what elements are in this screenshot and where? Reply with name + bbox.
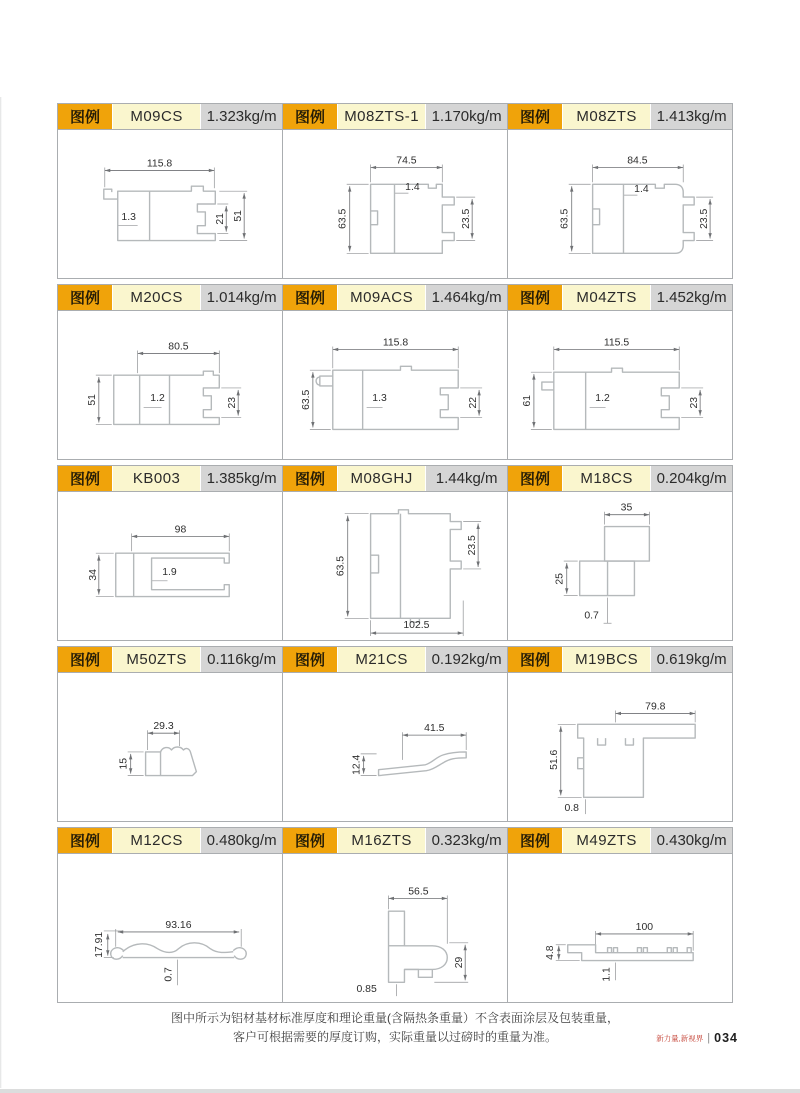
svg-text:1.9: 1.9	[162, 566, 177, 578]
profile-code: M09CS	[113, 104, 200, 129]
profile-weight: 0.619kg/m	[651, 647, 732, 672]
profile-weight: 1.464kg/m	[426, 285, 507, 310]
svg-text:1.4: 1.4	[405, 182, 420, 194]
svg-text:1.4: 1.4	[634, 184, 649, 196]
profile-weight: 1.014kg/m	[201, 285, 282, 310]
profile-grid	[57, 103, 733, 1003]
footer-note-line1: 图中所示为铝材基材标准厚度和理论重量(含隔热条重量）不含表面涂层及包装重量，	[171, 1011, 619, 1025]
svg-text:1.3: 1.3	[121, 211, 136, 223]
profile-cell	[282, 647, 507, 821]
legend-header: 图例	[508, 828, 562, 853]
profile-code: M50ZTS	[113, 647, 200, 672]
svg-text:0.85: 0.85	[356, 984, 377, 996]
profile-code: M08GHJ	[338, 466, 425, 491]
cell-header	[508, 828, 732, 854]
svg-text:115.5: 115.5	[603, 337, 630, 349]
svg-text:51.6: 51.6	[548, 749, 560, 770]
svg-text:29: 29	[454, 956, 466, 969]
profile-weight: 0.430kg/m	[651, 828, 732, 853]
profile-drawing	[283, 492, 507, 640]
cell-header	[58, 828, 282, 854]
legend-header: 图例	[58, 828, 112, 853]
profile-drawing	[283, 854, 507, 1002]
svg-text:74.5: 74.5	[396, 155, 417, 167]
svg-text:17.91: 17.91	[93, 931, 105, 958]
profile-drawing	[283, 673, 507, 821]
profile-row	[57, 827, 733, 1003]
profile-drawing	[508, 854, 732, 1002]
svg-text:4.8: 4.8	[544, 945, 556, 960]
cell-header	[283, 285, 507, 311]
profile-drawing-area	[283, 311, 507, 459]
svg-text:0.7: 0.7	[163, 967, 175, 982]
profile-code: M49ZTS	[563, 828, 650, 853]
profile-cell	[507, 828, 732, 1002]
profile-code: M18CS	[563, 466, 650, 491]
legend-header: 图例	[283, 647, 337, 672]
profile-drawing-area	[58, 854, 282, 1002]
svg-text:23.5: 23.5	[461, 208, 473, 229]
profile-weight: 1.170kg/m	[426, 104, 507, 129]
profile-cell	[507, 647, 732, 821]
svg-text:115.8: 115.8	[146, 158, 173, 170]
profile-code: M09ACS	[338, 285, 425, 310]
svg-text:98: 98	[174, 524, 187, 536]
cell-header	[283, 104, 507, 130]
profile-drawing	[58, 673, 282, 821]
cell-header	[508, 647, 732, 673]
profile-weight: 0.192kg/m	[426, 647, 507, 672]
svg-text:25: 25	[554, 573, 566, 585]
profile-drawing-area	[508, 130, 732, 278]
profile-drawing	[58, 492, 282, 640]
profile-weight: 1.452kg/m	[651, 285, 732, 310]
cell-header	[58, 647, 282, 673]
svg-text:51: 51	[86, 394, 98, 406]
profile-drawing	[508, 130, 732, 278]
profile-cell	[282, 466, 507, 640]
legend-header: 图例	[508, 104, 562, 129]
svg-text:1.1: 1.1	[601, 967, 613, 982]
svg-text:35: 35	[620, 502, 633, 514]
svg-text:93.16: 93.16	[165, 920, 192, 931]
profile-weight: 0.480kg/m	[201, 828, 282, 853]
svg-text:23: 23	[227, 397, 239, 409]
profile-cell	[282, 828, 507, 1002]
profile-drawing	[283, 130, 507, 278]
legend-header: 图例	[508, 647, 562, 672]
profile-cell	[507, 285, 732, 459]
footer-divider: |	[707, 1032, 711, 1044]
svg-text:23.5: 23.5	[467, 535, 479, 556]
profile-drawing-area	[283, 673, 507, 821]
profile-drawing	[508, 673, 732, 821]
svg-text:100: 100	[635, 922, 654, 933]
svg-text:115.8: 115.8	[382, 337, 409, 349]
legend-header: 图例	[283, 285, 337, 310]
svg-text:63.5: 63.5	[300, 389, 312, 410]
brand-slogan: 新力量,新视界	[656, 1033, 704, 1043]
svg-text:0.7: 0.7	[584, 610, 599, 622]
legend-header: 图例	[283, 104, 337, 129]
profile-drawing-area	[58, 492, 282, 640]
legend-header: 图例	[283, 828, 337, 853]
profile-cell	[58, 828, 282, 1002]
svg-text:63.5: 63.5	[335, 555, 347, 577]
profile-cell	[507, 104, 732, 278]
svg-text:56.5: 56.5	[408, 886, 429, 898]
svg-text:63.5: 63.5	[337, 208, 349, 229]
profile-cell	[58, 647, 282, 821]
profile-code: M16ZTS	[338, 828, 425, 853]
profile-weight: 1.413kg/m	[651, 104, 732, 129]
svg-text:84.5: 84.5	[627, 155, 648, 167]
svg-text:102.5: 102.5	[403, 620, 430, 632]
legend-header: 图例	[58, 285, 112, 310]
profile-cell	[282, 285, 507, 459]
cell-header	[58, 285, 282, 311]
svg-text:34: 34	[87, 569, 99, 581]
page-edge-shadow	[0, 1089, 800, 1093]
profile-code: M08ZTS	[563, 104, 650, 129]
footer-note-line2: 客户可根据需要的厚度订购，实际重量以过磅时的重量为准。	[232, 1029, 557, 1044]
profile-drawing-area	[283, 130, 507, 278]
footer-note	[57, 1009, 733, 1046]
svg-text:23: 23	[689, 397, 701, 409]
profile-cell	[58, 466, 282, 640]
profile-drawing	[508, 492, 732, 640]
cell-header	[58, 104, 282, 130]
page-curl-left	[0, 97, 2, 1088]
profile-cell	[58, 104, 282, 278]
profile-weight: 0.204kg/m	[651, 466, 732, 491]
profile-code: M04ZTS	[563, 285, 650, 310]
profile-drawing-area	[508, 492, 732, 640]
legend-header: 图例	[283, 466, 337, 491]
svg-text:1.2: 1.2	[150, 392, 165, 404]
profile-code: M12CS	[113, 828, 200, 853]
profile-code: M08ZTS-1	[338, 104, 425, 129]
svg-text:51: 51	[233, 210, 245, 222]
legend-header: 图例	[508, 285, 562, 310]
profile-drawing-area	[58, 673, 282, 821]
profile-drawing	[58, 854, 282, 1002]
profile-row	[57, 465, 733, 641]
profile-row	[57, 646, 733, 822]
profile-cell	[58, 285, 282, 459]
svg-text:41.5: 41.5	[424, 723, 445, 735]
profile-drawing-area	[58, 311, 282, 459]
cell-header	[508, 466, 732, 492]
svg-text:21: 21	[215, 213, 227, 225]
svg-text:29.3: 29.3	[153, 721, 174, 733]
legend-header: 图例	[508, 466, 562, 491]
svg-text:1.2: 1.2	[595, 392, 610, 404]
cell-header	[508, 285, 732, 311]
svg-text:0.8: 0.8	[564, 803, 579, 815]
svg-text:80.5: 80.5	[168, 341, 189, 353]
profile-drawing	[508, 311, 732, 459]
cell-header	[283, 466, 507, 492]
cell-header	[283, 647, 507, 673]
profile-row	[57, 103, 733, 279]
legend-header: 图例	[58, 647, 112, 672]
legend-header: 图例	[58, 104, 112, 129]
page-footer	[656, 1031, 738, 1045]
profile-drawing-area	[58, 130, 282, 278]
cell-header	[508, 104, 732, 130]
legend-header: 图例	[58, 466, 112, 491]
cell-header	[58, 466, 282, 492]
svg-text:22: 22	[468, 397, 480, 409]
cell-header	[283, 828, 507, 854]
profile-weight: 0.116kg/m	[201, 647, 282, 672]
svg-text:23.5: 23.5	[699, 208, 711, 229]
profile-cell	[282, 104, 507, 278]
profile-drawing-area	[508, 673, 732, 821]
profile-weight: 1.385kg/m	[201, 466, 282, 491]
profile-weight: 1.323kg/m	[201, 104, 282, 129]
profile-cell	[507, 466, 732, 640]
profile-drawing-area	[508, 854, 732, 1002]
svg-text:61: 61	[521, 395, 533, 407]
profile-drawing	[283, 311, 507, 459]
profile-weight: 1.44kg/m	[426, 466, 507, 491]
profile-code: M20CS	[113, 285, 200, 310]
svg-text:63.5: 63.5	[559, 208, 571, 229]
svg-text:79.8: 79.8	[645, 701, 666, 713]
svg-text:1.3: 1.3	[372, 392, 387, 404]
profile-code: M19BCS	[563, 647, 650, 672]
profile-code: M21CS	[338, 647, 425, 672]
profile-drawing	[58, 130, 282, 278]
profile-drawing-area	[508, 311, 732, 459]
profile-code: KB003	[113, 466, 200, 491]
profile-drawing-area	[283, 492, 507, 640]
svg-text:12.4: 12.4	[351, 754, 363, 775]
profile-row	[57, 284, 733, 460]
profile-drawing-area	[283, 854, 507, 1002]
svg-text:15: 15	[118, 758, 130, 770]
profile-weight: 0.323kg/m	[426, 828, 507, 853]
page-number: 034	[714, 1031, 738, 1045]
profile-drawing	[58, 311, 282, 459]
